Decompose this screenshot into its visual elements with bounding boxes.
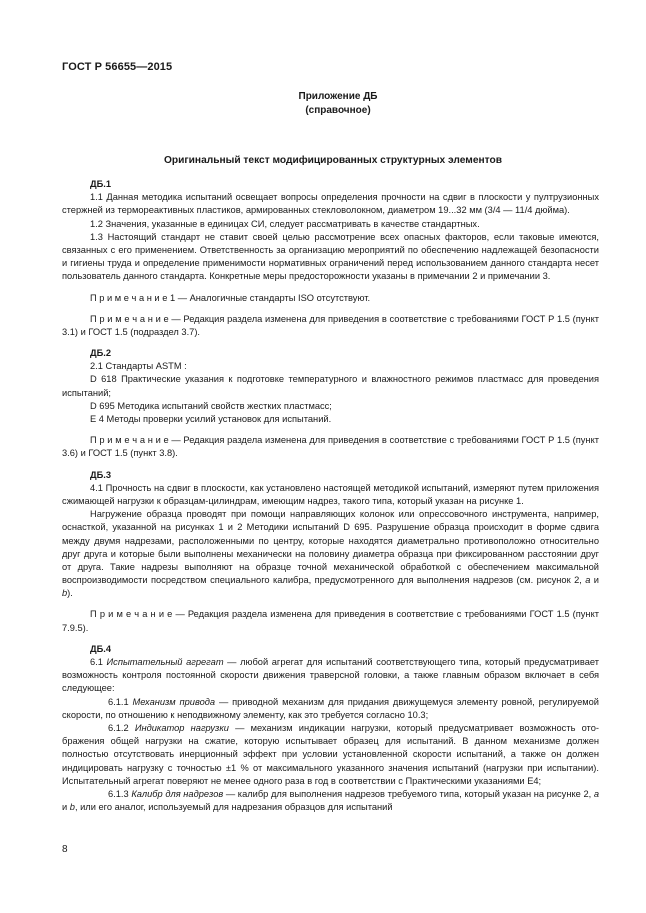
document-body: [62, 178, 599, 814]
paragraph-loading: Нагружение образца проводят при помощи направляющих колонок или опрессовочного инструмента, например, оснасткой, указанной на рисунках 1 и 2 Методики испытаний D 695. Разрушение образца происходит в форме сдвига между двумя надрезами, расположенными по центру, которые находятся диаметрально противоположно относительно друг друга и которые были выполнены механически на половину диаметра образца при фиксированном расстоянии друг от друга. Такие надрезы выполняют на образце точной механической обработкой с обеспечением максимальной воспроизводимости посредством специального калибра, предусмотренного для выполнения надрезов (см. рисунок 2, a и b).: [62, 509, 599, 599]
paragraph-1-3: 1.3 Настоящий стандарт не ставит своей целью рассмотрение всех опасных факторов, если таковые имеются, связанных с его применением. Ответственность за организацию мероприятий по обеспечению надлежащей безопасности и гигиены труда и определение применимости нормативных ограничений перед использованием данного стандарта несет пользователь данного стандарта. Конкретные меры предосторожности указаны в примечании 2 и примечании 3.: [62, 231, 599, 282]
appendix-title: Приложение ДБ: [298, 91, 378, 102]
paragraph-6-1-2: 6.1.2 Индикатор нагрузки — механизм индикации нагрузки, который предусматривает возможность отображения общей нагрузки на сжатие, которую испытывает образец для испытаний. В данном механизме должен полностью отсутствовать инерционный эффект при условии установленной скорости испытаний, а также он должен индицировать нагрузку с точностью ±1 % от максимального указанного значения испытаний (нагрузки при испытании). Испытательный агрегат поверяют не менее одного раза в год в соответствии с Практическими указаниями E4;: [62, 722, 599, 786]
section-label-db3: ДБ.3: [90, 469, 112, 480]
main-title: Оригинальный текст модифицированных структурных элементов: [164, 155, 502, 166]
paragraph-2-d618: D 618 Практические указания к подготовке температурного и влажностного режимов пластмасс для проведения испытаний;: [62, 374, 599, 398]
note-label: П р и м е ч а н и е: [90, 292, 168, 303]
paragraph-2-d695: D 695 Методика испытаний свойств жестких пластмасс;: [90, 400, 332, 411]
note-db3: [62, 608, 599, 634]
note-text: — Редакция раздела изменена для приведения в соответствие с требованиями ГОСТ Р 1.5 (пункт 3.6) и ГОСТ 1.5 (пункт 3.8).: [62, 435, 599, 459]
section-label-db4: ДБ.4: [90, 643, 112, 654]
note-label: П р и м е ч а н и е: [90, 435, 169, 446]
note-text: 1 — Аналогичные стандарты ISO отсутствуют.: [167, 292, 371, 303]
paragraph-6-1-1: 6.1.1 Механизм привода — приводной механизм для придания движущемуся элементу ровной, регулируемой скорости, по отношению к неподвижному элементу, как это требуется согласно 10.3;: [62, 696, 599, 720]
note-db1-2: [62, 313, 599, 339]
paragraph-6-1-3: 6.1.3 Калибр для надрезов — калибр для выполнения надрезов требуемого типа, который указан на рисунке 2, a и b, или его аналог, используемый для надрезания образцов для испытаний: [62, 788, 600, 813]
paragraph-6-1: 6.1 Испытательный агрегат — любой агрегат для испытаний соответствующего типа, который предусматривает возможность контроля постоянной скорости движения траверсной головки, а также главным образом включает в себя следующее:: [62, 657, 599, 694]
note-text: — Редакция раздела изменена для приведения в соответствие с требованиями ГОСТ 1.5 (пункт 7.9.5).: [62, 609, 599, 633]
document-header: ГОСТ Р 56655—2015: [62, 61, 173, 73]
note-text: — Редакция раздела изменена для приведения в соответствие с требованиями ГОСТ Р 1.5 (пункт 3.1) и ГОСТ 1.5 (подраздел 3.7).: [62, 313, 599, 337]
section-label-db1: ДБ.1: [90, 179, 112, 189]
note-label: П р и м е ч а н и е: [90, 313, 169, 324]
note-db1-1: [62, 292, 599, 305]
appendix-subtitle: (справочное): [305, 104, 371, 116]
section-label-db2: ДБ.2: [90, 348, 112, 359]
note-label: П р и м е ч а н и е: [90, 609, 173, 620]
appendix-heading: [0, 90, 646, 117]
paragraph-4-1: 4.1 Прочность на сдвиг в плоскости, как установлено настоящей методикой испытаний, измеряют путем приложения сжимающей нагрузки к образцам-цилиндрам, имеющим надрез, такого типа, который указан на рисунке 1.: [62, 482, 599, 506]
paragraph-1-2: 1.2 Значения, указанные в единицах СИ, следует рассматривать в качестве стандартных.: [90, 218, 480, 229]
paragraph-1-1: 1.1 Данная методика испытаний освещает вопросы определения прочности на сдвиг в плоскости у пултрузионных стержней из термореактивных пластиков, армированных стекловолокном, диаметром 19...32 мм (3/4 — 11/4 дюйма).: [62, 192, 599, 216]
paragraph-2-1: 2.1 Стандарты ASTM :: [90, 361, 187, 372]
note-db2: [62, 434, 599, 460]
page-number: 8: [62, 844, 68, 855]
paragraph-2-e4: E 4 Методы проверки усилий установок для испытаний.: [90, 414, 332, 424]
